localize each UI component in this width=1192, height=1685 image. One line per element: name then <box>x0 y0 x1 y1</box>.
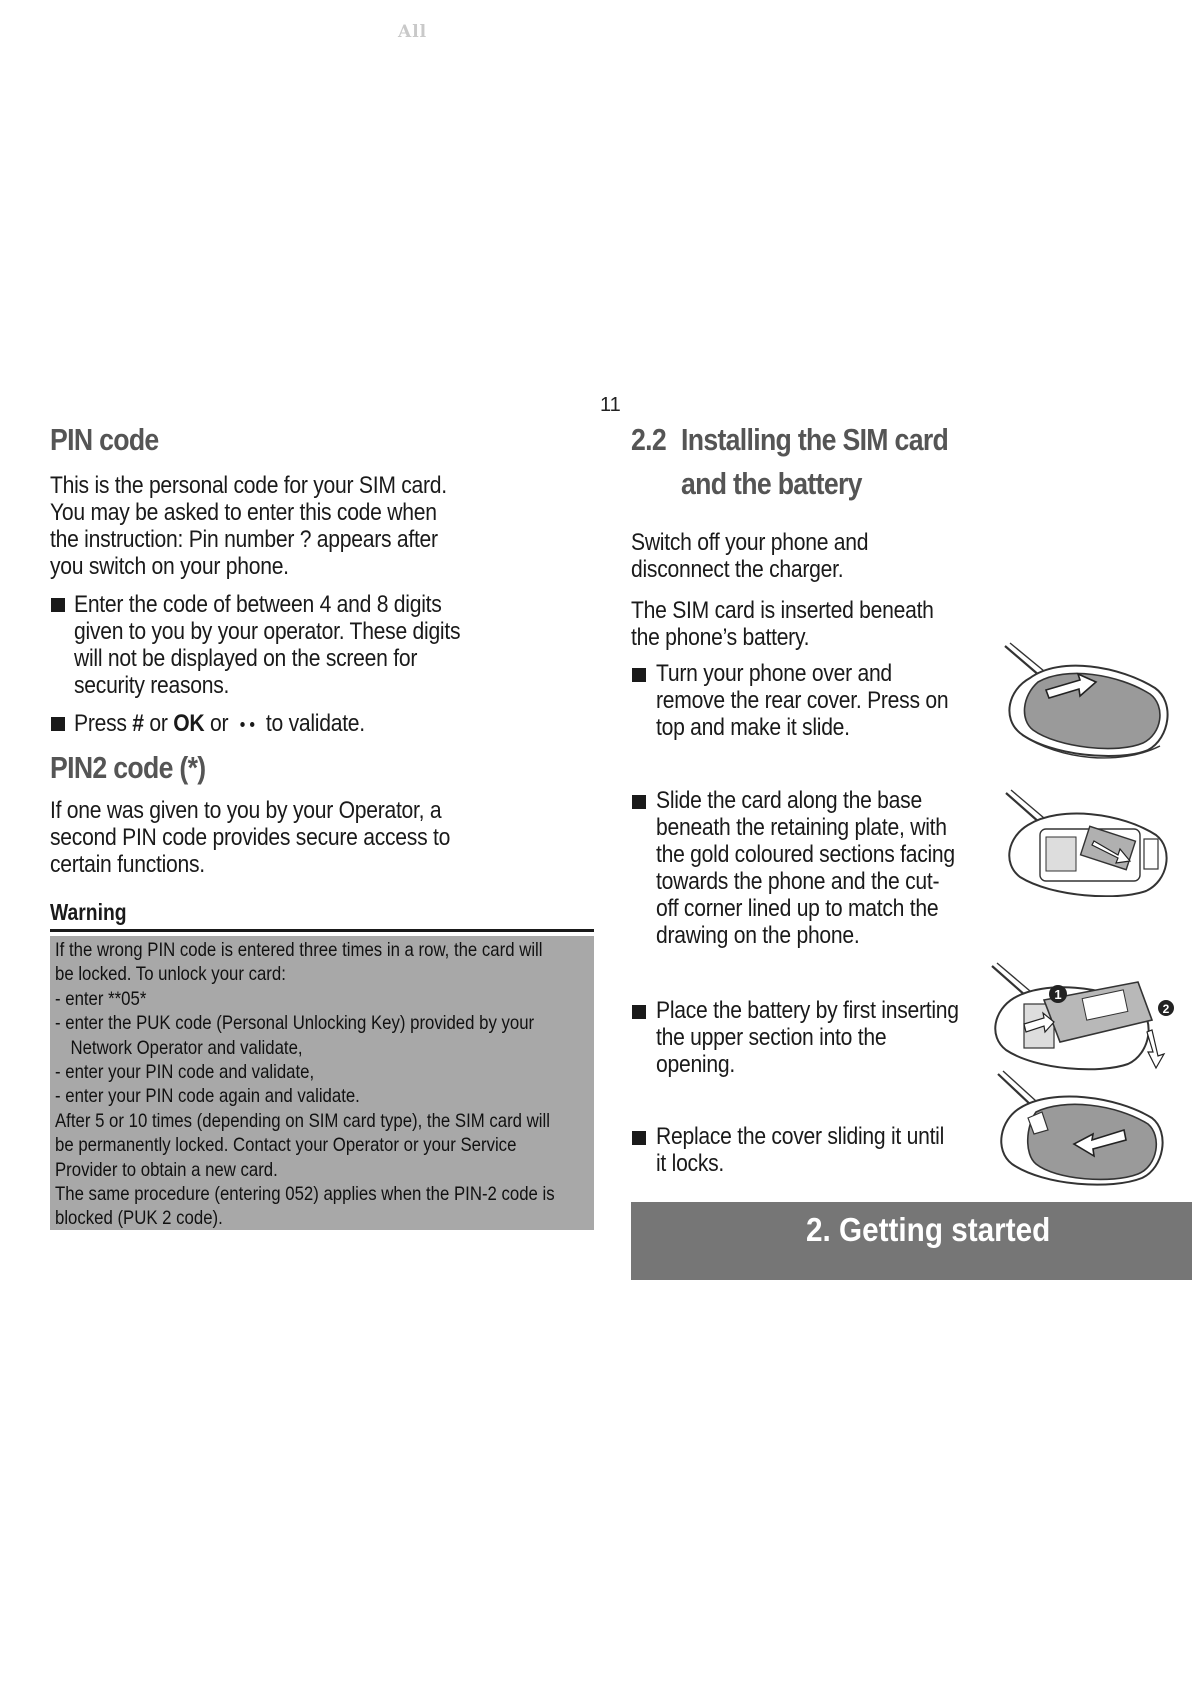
chapter-banner-title: 2. Getting started <box>806 1211 1051 1248</box>
warning-divider <box>50 929 594 932</box>
pin-bullet-1-line: given to you by your operator. These digits <box>74 618 461 645</box>
battery-insert-illustration <box>988 960 1174 1080</box>
validate-text: to validate. <box>265 710 365 737</box>
step-3-line: opening. <box>656 1051 735 1078</box>
warning-line: Provider to obtain a new card. <box>55 1158 278 1181</box>
pin2-line: second PIN code provides secure access to <box>50 824 451 851</box>
warning-line: - enter **05* <box>55 987 147 1010</box>
step-4-text <box>656 1123 1008 1177</box>
pin-bullet-1-line: security reasons. <box>74 672 230 699</box>
page-number: 11 <box>600 394 621 416</box>
step-2-line: the gold coloured sections facing <box>656 841 955 868</box>
step-3-line: Place the battery by first inserting <box>656 997 959 1024</box>
warning-line: The same procedure (entering 052) applies when the PIN-2 code is <box>55 1183 555 1206</box>
step-2-text <box>656 787 1008 949</box>
pin-bullet-1-line: will not be displayed on the screen for <box>74 645 418 672</box>
step-4-line: Replace the cover sliding it until <box>656 1123 945 1150</box>
step-1-line: top and make it slide. <box>656 714 850 741</box>
sim-insert-illustration <box>1000 787 1172 897</box>
pin-intro-paragraph <box>50 472 543 580</box>
pin-intro-line: you switch on your phone. <box>50 553 289 580</box>
step-3-line: the upper section into the <box>656 1024 887 1051</box>
step-2-line: Slide the card along the base <box>656 787 922 814</box>
step-1-text <box>656 660 1008 741</box>
bullet-square <box>632 1131 646 1145</box>
warning-line: Network Operator and validate, <box>70 1036 303 1059</box>
intro-line: Switch off your phone and <box>631 529 869 556</box>
phone-remove-cover-illustration <box>1000 638 1172 764</box>
warning-line: If the wrong PIN code is entered three times in a row, the card will <box>55 939 543 961</box>
pin-bullet-2 <box>74 710 549 737</box>
or-text: or <box>210 710 229 737</box>
pin-code-heading: PIN code <box>50 422 159 457</box>
or-text: or <box>149 710 168 737</box>
intro-line: The SIM card is inserted beneath <box>631 597 934 624</box>
callout-1: 1 <box>1054 987 1062 1002</box>
bullet-square <box>51 717 65 731</box>
intro-paragraph-2 <box>631 597 1001 651</box>
pin2-line: certain functions. <box>50 851 205 878</box>
step-2-line: beneath the retaining plate, with <box>656 814 947 841</box>
intro-paragraph-1 <box>631 529 1001 583</box>
warning-heading: Warning <box>50 899 127 925</box>
pin-intro-line: This is the personal code for your SIM card. <box>50 472 447 499</box>
press-text: Press <box>74 710 127 737</box>
section-number: 2.2 <box>631 422 667 457</box>
pin2-line: If one was given to you by your Operator, a <box>50 797 442 824</box>
double-dot-key-icon <box>237 710 256 737</box>
bullet-square <box>51 598 65 612</box>
warning-line: be locked. To unlock your card: <box>55 963 286 986</box>
step-2-line: off corner lined up to match the <box>656 895 939 922</box>
step-2-line: drawing on the phone. <box>656 922 860 949</box>
pin2-paragraph <box>50 797 543 878</box>
bullet-square <box>632 668 646 682</box>
pin-bullet-1-line: Enter the code of between 4 and 8 digits <box>74 591 442 618</box>
step-3-text <box>656 997 1008 1078</box>
warning-line: - enter the PUK code (Personal Unlocking Key) provided by your <box>55 1012 535 1035</box>
warning-line: - enter your PIN code again and validate. <box>55 1085 360 1108</box>
bullet-square <box>632 1005 646 1019</box>
watermark-text: All <box>398 22 428 42</box>
pin-intro-line: the instruction: Pin number ? appears after <box>50 526 438 553</box>
warning-line: - enter your PIN code and validate, <box>55 1061 315 1084</box>
section-title-line-1: Installing the SIM card <box>681 422 949 457</box>
section-title-line-2: and the battery <box>681 466 862 501</box>
step-1-line: remove the rear cover. Press on <box>656 687 949 714</box>
pin2-code-heading: PIN2 code (*) <box>50 750 206 785</box>
warning-line: After 5 or 10 times (depending on SIM card type), the SIM card will <box>55 1109 550 1132</box>
warning-text <box>55 938 588 1231</box>
step-1-line: Turn your phone over and <box>656 660 892 687</box>
warning-line: blocked (PUK 2 code). <box>55 1207 223 1230</box>
hash-key-label: # <box>132 710 144 737</box>
pin-bullet-1 <box>74 591 549 699</box>
intro-line: disconnect the charger. <box>631 556 844 583</box>
intro-line: the phone’s battery. <box>631 624 810 651</box>
callout-2: 2 <box>1162 1002 1170 1016</box>
step-4-line: it locks. <box>656 1150 725 1177</box>
step-2-line: towards the phone and the cut- <box>656 868 940 895</box>
replace-cover-illustration <box>992 1068 1172 1192</box>
bullet-square <box>632 795 646 809</box>
warning-line: be permanently locked. Contact your Operator or your Service <box>55 1134 517 1157</box>
pin-intro-line: You may be asked to enter this code when <box>50 499 437 526</box>
ok-key-label: OK <box>173 710 205 737</box>
